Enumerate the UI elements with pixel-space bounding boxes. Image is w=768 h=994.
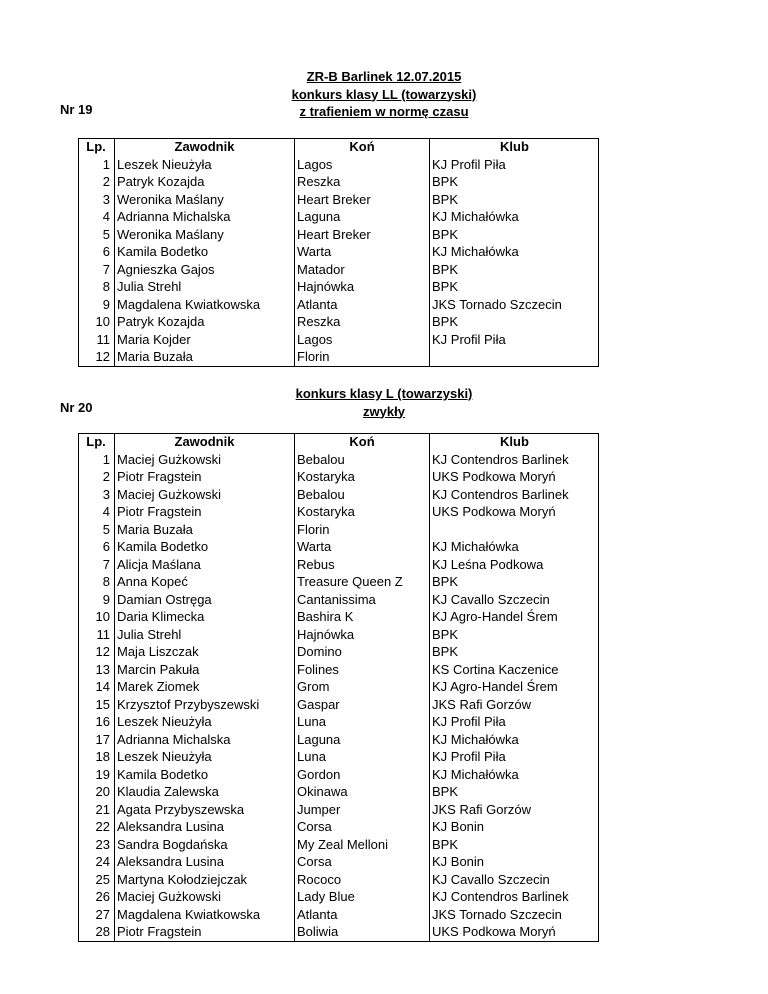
cell-lp: 1 — [102, 156, 110, 172]
cell-horse: Laguna — [295, 208, 430, 226]
cell-club: KJ Michałówka — [430, 731, 600, 749]
cell-club: BPK — [430, 313, 600, 331]
cell-rider: Martyna Kołodziejczak — [115, 871, 295, 889]
cell-rider: Kamila Bodetko — [115, 243, 295, 261]
header-club: Klub — [430, 433, 600, 451]
cell-lp: 2 — [102, 469, 110, 484]
cell-rider: Maciej Gużkowski — [115, 451, 295, 469]
table-header-row — [78, 433, 599, 451]
cell-rider: Julia Strehl — [115, 626, 295, 644]
table-row — [78, 331, 599, 349]
cell-horse: Jumper — [295, 801, 430, 819]
cell-horse: Heart Breker — [295, 226, 430, 244]
table-row — [78, 573, 599, 591]
cell-rider: Agnieszka Gajos — [115, 261, 295, 279]
cell-club — [430, 348, 600, 366]
cell-horse: Kostaryka — [295, 503, 430, 521]
table-row — [78, 748, 599, 766]
table-row — [78, 608, 599, 626]
cell-club: KJ Contendros Barlinek — [430, 888, 600, 906]
table-header-row — [78, 138, 599, 156]
cell-rider: Aleksandra Lusina — [115, 853, 295, 871]
table-row — [78, 906, 599, 924]
cell-lp: 1 — [102, 451, 110, 467]
header-lp: Lp. — [86, 434, 106, 449]
table-row — [78, 451, 599, 469]
cell-lp: 21 — [95, 801, 110, 817]
cell-club: BPK — [430, 278, 600, 296]
cell-lp: 25 — [95, 871, 110, 887]
cell-rider: Magdalena Kwiatkowska — [115, 906, 295, 924]
cell-club: JKS Tornado Szczecin — [430, 906, 600, 924]
cell-club: KJ Michałówka — [430, 538, 600, 556]
cell-horse: Florin — [295, 521, 430, 539]
cell-lp: 27 — [95, 906, 110, 922]
table-row — [78, 766, 599, 784]
section1-title-line: konkurs klasy LL (towarzyski) — [291, 86, 477, 102]
cell-lp: 3 — [102, 191, 110, 207]
cell-rider: Krzysztof Przybyszewski — [115, 696, 295, 714]
cell-horse: Rebus — [295, 556, 430, 574]
cell-rider: Patryk Kozajda — [115, 173, 295, 191]
cell-horse: Corsa — [295, 818, 430, 836]
cell-horse: Corsa — [295, 853, 430, 871]
table-row — [78, 801, 599, 819]
cell-rider: Marek Ziomek — [115, 678, 295, 696]
table-row — [78, 296, 599, 314]
cell-horse: Warta — [295, 538, 430, 556]
cell-lp: 5 — [102, 521, 110, 537]
cell-rider: Piotr Fragstein — [115, 503, 295, 521]
cell-lp: 13 — [95, 661, 110, 677]
table-row — [78, 208, 599, 226]
cell-lp: 8 — [102, 279, 110, 294]
cell-horse: Reszka — [295, 313, 430, 331]
cell-rider: Agata Przybyszewska — [115, 801, 295, 819]
section1-title — [0, 68, 768, 121]
cell-horse: Lagos — [295, 331, 430, 349]
table-row — [78, 626, 599, 644]
cell-horse: Luna — [295, 713, 430, 731]
cell-lp: 9 — [102, 591, 110, 607]
cell-horse: Treasure Queen Z — [295, 573, 430, 591]
section2-number: Nr 20 — [60, 400, 93, 415]
cell-horse: Folines — [295, 661, 430, 679]
cell-club: KJ Michałówka — [430, 766, 600, 784]
table-row — [78, 556, 599, 574]
table-row — [78, 243, 599, 261]
cell-lp: 15 — [95, 696, 110, 712]
cell-rider: Weronika Maślany — [115, 226, 295, 244]
cell-lp: 10 — [95, 609, 110, 624]
cell-lp: 23 — [95, 836, 110, 852]
table-row — [78, 261, 599, 279]
cell-rider: Maja Liszczak — [115, 643, 295, 661]
cell-lp: 6 — [102, 539, 110, 554]
cell-rider: Adrianna Michalska — [115, 731, 295, 749]
cell-horse: Domino — [295, 643, 430, 661]
cell-club: KJ Profil Piła — [430, 156, 600, 174]
cell-rider: Magdalena Kwiatkowska — [115, 296, 295, 314]
cell-horse: Okinawa — [295, 783, 430, 801]
cell-club: BPK — [430, 626, 600, 644]
table-row — [78, 678, 599, 696]
table-row — [78, 191, 599, 209]
cell-club: UKS Podkowa Moryń — [430, 468, 600, 486]
table-row — [78, 226, 599, 244]
cell-club: KJ Profil Piła — [430, 748, 600, 766]
cell-lp: 5 — [102, 226, 110, 242]
cell-rider: Alicja Maślana — [115, 556, 295, 574]
section2-title-line: zwykły — [363, 403, 405, 419]
header-rider: Zawodnik — [115, 433, 295, 451]
table-row — [78, 888, 599, 906]
cell-rider: Piotr Fragstein — [115, 468, 295, 486]
cell-rider: Sandra Bogdańska — [115, 836, 295, 854]
cell-lp: 8 — [102, 574, 110, 589]
cell-rider: Kamila Bodetko — [115, 538, 295, 556]
cell-horse: Atlanta — [295, 906, 430, 924]
cell-club: BPK — [430, 783, 600, 801]
cell-rider: Maciej Gużkowski — [115, 486, 295, 504]
cell-rider: Leszek Nieużyła — [115, 748, 295, 766]
cell-horse: Kostaryka — [295, 468, 430, 486]
cell-rider: Maciej Gużkowski — [115, 888, 295, 906]
cell-club — [430, 521, 600, 539]
table-row — [78, 853, 599, 871]
cell-rider: Aleksandra Lusina — [115, 818, 295, 836]
table-row — [78, 643, 599, 661]
cell-lp: 2 — [102, 174, 110, 189]
cell-lp: 18 — [95, 749, 110, 764]
cell-lp: 28 — [78, 923, 115, 941]
cell-lp: 17 — [95, 731, 110, 747]
table-row — [78, 278, 599, 296]
section1-table — [78, 138, 599, 367]
cell-horse: Reszka — [295, 173, 430, 191]
cell-rider: Kamila Bodetko — [115, 766, 295, 784]
table-row — [78, 503, 599, 521]
section1-title-line: ZR-B Barlinek 12.07.2015 — [306, 69, 462, 84]
cell-lp: 7 — [102, 556, 110, 572]
table-row — [78, 521, 599, 539]
cell-horse: Gordon — [295, 766, 430, 784]
cell-horse: Warta — [295, 243, 430, 261]
header-rider: Zawodnik — [115, 138, 295, 156]
cell-lp: 26 — [95, 889, 110, 904]
cell-horse: Bebalou — [295, 451, 430, 469]
cell-club: BPK — [430, 226, 600, 244]
cell-club: BPK — [430, 836, 600, 854]
cell-rider: Klaudia Zalewska — [115, 783, 295, 801]
cell-club: KJ Michałówka — [430, 243, 600, 261]
cell-club: BPK — [430, 261, 600, 279]
cell-club: BPK — [430, 573, 600, 591]
cell-club: KJ Profil Piła — [430, 331, 600, 349]
cell-club: KJ Contendros Barlinek — [430, 486, 600, 504]
cell-lp: 14 — [95, 679, 110, 694]
cell-rider: Adrianna Michalska — [115, 208, 295, 226]
cell-club: UKS Podkowa Moryń — [430, 503, 600, 521]
table-row — [78, 783, 599, 801]
cell-horse: Hajnówka — [295, 626, 430, 644]
header-horse: Koń — [295, 138, 430, 156]
cell-club: UKS Podkowa Moryń — [430, 923, 600, 941]
cell-horse: Laguna — [295, 731, 430, 749]
cell-rider: Daria Klimecka — [115, 608, 295, 626]
table-row — [78, 836, 599, 854]
cell-club: KS Cortina Kaczenice — [430, 661, 600, 679]
cell-club: BPK — [430, 643, 600, 661]
table-row — [78, 468, 599, 486]
cell-club: KJ Bonin — [430, 818, 600, 836]
table-row — [78, 173, 599, 191]
cell-club: KJ Agro-Handel Śrem — [430, 678, 600, 696]
section1-number: Nr 19 — [60, 102, 93, 117]
cell-club: JKS Rafi Gorzów — [430, 801, 600, 819]
cell-lp: 11 — [96, 626, 110, 642]
cell-club: KJ Profil Piła — [430, 713, 600, 731]
cell-rider: Maria Kojder — [115, 331, 295, 349]
table-row — [78, 591, 599, 609]
cell-rider: Damian Ostręga — [115, 591, 295, 609]
cell-horse: Bebalou — [295, 486, 430, 504]
cell-horse: Rococo — [295, 871, 430, 889]
cell-lp: 4 — [102, 504, 110, 519]
cell-lp: 16 — [95, 714, 110, 729]
cell-rider: Marcin Pakuła — [115, 661, 295, 679]
cell-horse: Grom — [295, 678, 430, 696]
cell-club: KJ Cavallo Szczecin — [430, 871, 600, 889]
cell-rider: Leszek Nieużyła — [115, 713, 295, 731]
cell-lp: 3 — [102, 486, 110, 502]
cell-rider: Leszek Nieużyła — [115, 156, 295, 174]
cell-lp: 19 — [95, 766, 110, 782]
cell-club: KJ Michałówka — [430, 208, 600, 226]
cell-lp: 20 — [95, 784, 110, 799]
table-row — [78, 156, 599, 174]
cell-rider: Patryk Kozajda — [115, 313, 295, 331]
cell-lp: 4 — [102, 209, 110, 224]
cell-horse: Atlanta — [295, 296, 430, 314]
cell-lp: 6 — [102, 244, 110, 259]
section1-title-line: z trafieniem w normę czasu — [299, 104, 469, 119]
table-row — [78, 348, 599, 366]
cell-horse: Bashira K — [295, 608, 430, 626]
cell-lp: 12 — [78, 348, 115, 366]
cell-horse: Cantanissima — [295, 591, 430, 609]
table-row — [78, 661, 599, 679]
cell-rider: Julia Strehl — [115, 278, 295, 296]
cell-horse: Gaspar — [295, 696, 430, 714]
cell-club: BPK — [430, 191, 600, 209]
cell-horse: Lagos — [295, 156, 430, 174]
table-row — [78, 696, 599, 714]
cell-lp: 10 — [95, 314, 110, 329]
cell-horse: Hajnówka — [295, 278, 430, 296]
section2-title-line: konkurs klasy L (towarzyski) — [295, 386, 473, 401]
cell-club: BPK — [430, 173, 600, 191]
cell-lp: 9 — [102, 296, 110, 312]
cell-club: KJ Bonin — [430, 853, 600, 871]
cell-club: JKS Tornado Szczecin — [430, 296, 600, 314]
cell-rider: Maria Buzała — [115, 521, 295, 539]
table-row — [78, 538, 599, 556]
section2-table — [78, 433, 599, 942]
table-row — [78, 313, 599, 331]
section2-title — [0, 385, 768, 420]
cell-horse: Boliwia — [295, 923, 430, 941]
cell-horse: Matador — [295, 261, 430, 279]
table-row — [78, 486, 599, 504]
cell-rider: Piotr Fragstein — [115, 923, 295, 941]
cell-club: KJ Cavallo Szczecin — [430, 591, 600, 609]
table-row — [78, 871, 599, 889]
table-row — [78, 818, 599, 836]
cell-rider: Maria Buzała — [115, 348, 295, 366]
cell-lp: 24 — [95, 854, 110, 869]
cell-club: JKS Rafi Gorzów — [430, 696, 600, 714]
table-row — [78, 731, 599, 749]
header-lp: Lp. — [86, 139, 106, 154]
cell-club: KJ Leśna Podkowa — [430, 556, 600, 574]
table-row — [78, 923, 599, 941]
cell-lp: 22 — [95, 819, 110, 834]
cell-horse: Luna — [295, 748, 430, 766]
cell-lp: 7 — [102, 261, 110, 277]
header-club: Klub — [430, 138, 600, 156]
cell-club: KJ Contendros Barlinek — [430, 451, 600, 469]
cell-horse: Heart Breker — [295, 191, 430, 209]
cell-club: KJ Agro-Handel Śrem — [430, 608, 600, 626]
cell-rider: Weronika Maślany — [115, 191, 295, 209]
header-horse: Koń — [295, 433, 430, 451]
cell-horse: Lady Blue — [295, 888, 430, 906]
cell-rider: Anna Kopeć — [115, 573, 295, 591]
cell-lp: 11 — [96, 331, 110, 347]
cell-lp: 12 — [95, 644, 110, 659]
cell-horse: Florin — [295, 348, 430, 366]
table-row — [78, 713, 599, 731]
cell-horse: My Zeal Melloni — [295, 836, 430, 854]
